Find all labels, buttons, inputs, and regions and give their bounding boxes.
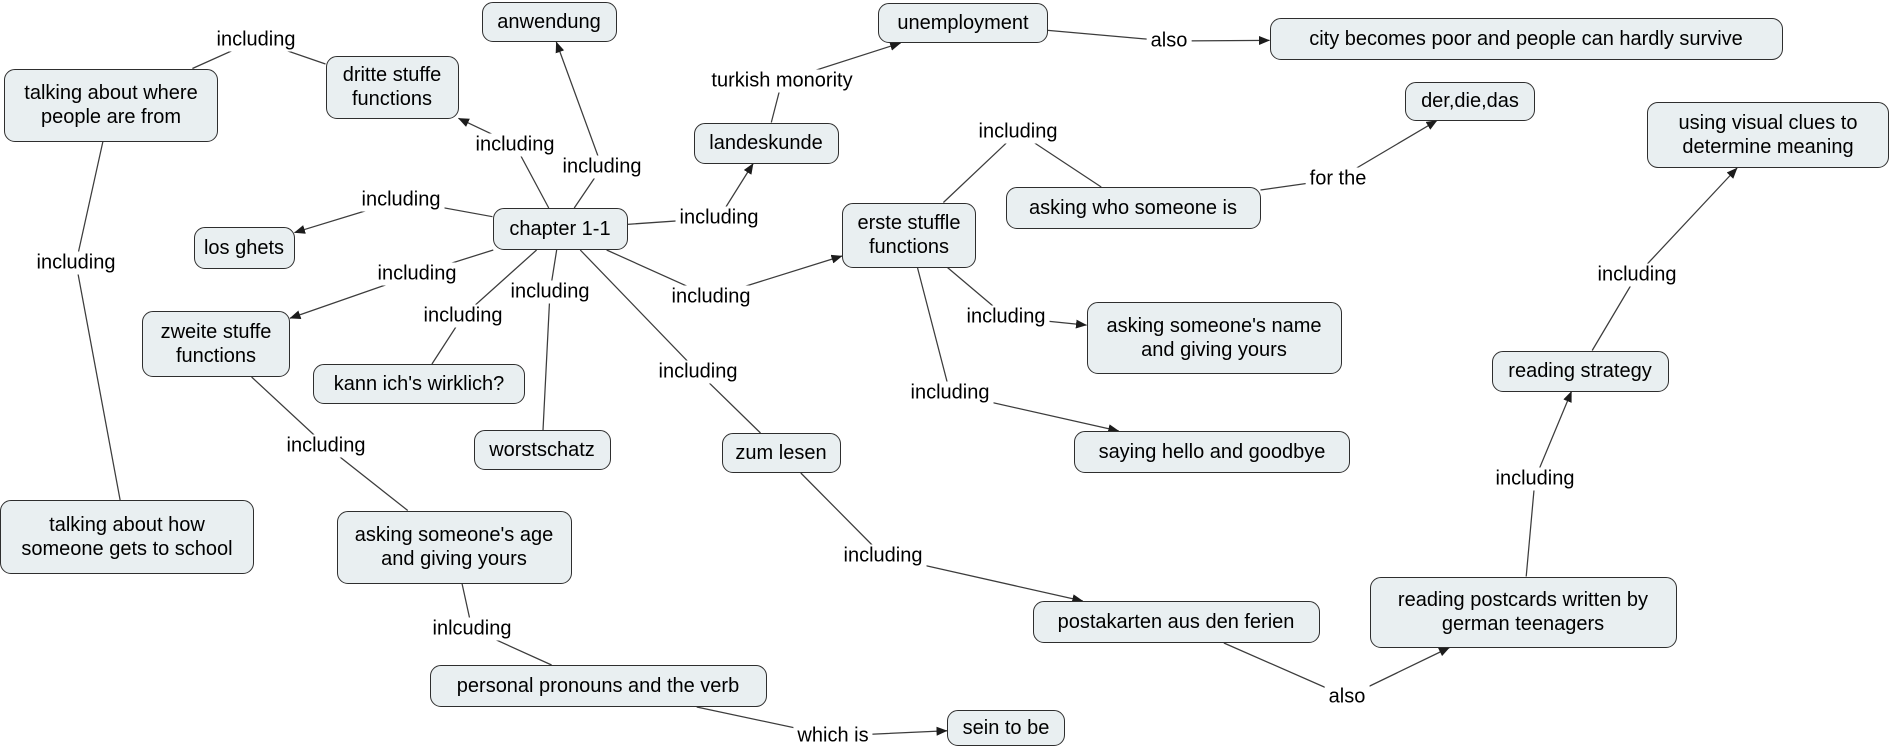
node-zweite[interactable] — [142, 311, 290, 377]
edge-line-chapter-to-worstschatz — [543, 250, 557, 430]
node-label: talking about where people are from — [24, 81, 198, 128]
node-label: worstschatz — [489, 438, 595, 461]
node-label: postakarten aus den ferien — [1057, 610, 1295, 633]
edge-label-asking-age-to-personal-pronouns[interactable]: inlcuding — [429, 618, 516, 641]
node-label: landeskunde — [709, 131, 823, 154]
edge-label-chapter-to-erste[interactable]: including — [668, 286, 755, 309]
node-sein-to-be[interactable] — [947, 710, 1065, 746]
node-los-ghets[interactable] — [194, 227, 295, 269]
node-label: der,die,das — [1421, 89, 1519, 112]
edge-label-unemployment-to-city-poor[interactable]: also — [1147, 30, 1192, 53]
node-label: sein to be — [962, 716, 1050, 739]
edge-line-reading-strategy-to-visual-clues — [1592, 168, 1737, 351]
edge-label-asking-who-to-der-die-das[interactable]: for the — [1306, 168, 1371, 191]
edge-label-erste-to-saying-hello[interactable]: including — [907, 382, 994, 405]
edge-line-chapter-to-anwendung — [556, 42, 602, 208]
node-label: zweite stuffe functions — [160, 320, 272, 367]
node-label: kann ich's wirklich? — [333, 372, 505, 395]
node-label: using visual clues to determine meaning — [1678, 111, 1858, 158]
edge-label-landeskunde-to-unemployment[interactable]: turkish monority — [707, 70, 856, 93]
edge-label-chapter-to-zum-lesen[interactable]: including — [655, 361, 742, 384]
node-label: reading strategy — [1508, 359, 1652, 382]
edge-label-chapter-to-los-ghets[interactable]: including — [358, 189, 445, 212]
edge-label-postakarten-to-reading-postcards[interactable]: also — [1325, 686, 1370, 709]
node-label: erste stuffle functions — [857, 211, 961, 258]
node-unemployment[interactable] — [878, 3, 1048, 43]
node-city-poor[interactable] — [1270, 18, 1783, 60]
node-landeskunde[interactable] — [694, 123, 839, 164]
edge-label-chapter-to-worstschatz[interactable]: including — [507, 281, 594, 304]
node-label: asking someone's age and giving yours — [354, 523, 554, 570]
edge-label-talk-where-to-dritte[interactable]: including — [213, 29, 300, 52]
node-erste[interactable] — [842, 203, 976, 268]
node-label: los ghets — [203, 236, 285, 259]
node-saying-hello[interactable] — [1074, 431, 1350, 473]
node-label: unemployment — [897, 11, 1029, 34]
edge-label-reading-postcards-to-reading-strategy[interactable]: including — [1492, 468, 1579, 491]
node-kann-ich[interactable] — [313, 364, 525, 404]
node-label: anwendung — [497, 10, 601, 33]
node-worstschatz[interactable] — [474, 430, 611, 470]
node-visual-clues[interactable] — [1647, 102, 1889, 168]
edge-label-chapter-to-zweite[interactable]: including — [374, 263, 461, 286]
node-label: personal pronouns and the verb — [456, 674, 740, 697]
edge-label-chapter-to-landeskunde[interactable]: including — [676, 207, 763, 230]
node-asking-name[interactable] — [1087, 302, 1342, 374]
edge-label-chapter-to-kann-ich[interactable]: including — [420, 305, 507, 328]
edge-label-personal-pronouns-to-sein-to-be[interactable]: which is — [793, 725, 872, 748]
edge-line-talk-where-to-talk-how — [76, 142, 120, 501]
edge-label-reading-strategy-to-visual-clues[interactable]: including — [1594, 264, 1681, 287]
node-postakarten[interactable] — [1033, 601, 1320, 643]
node-personal-pronouns[interactable] — [430, 665, 767, 707]
edge-label-chapter-to-anwendung[interactable]: including — [559, 156, 646, 179]
node-label: reading postcards written by german teenagers — [1397, 588, 1649, 635]
node-reading-strategy[interactable] — [1492, 351, 1669, 392]
node-der-die-das[interactable] — [1405, 82, 1535, 121]
node-label: city becomes poor and people can hardly survive — [1309, 27, 1743, 50]
node-reading-postcards[interactable] — [1370, 577, 1677, 648]
edge-line-chapter-to-zum-lesen — [580, 250, 760, 433]
node-asking-age[interactable] — [337, 511, 572, 584]
edge-label-talk-where-to-talk-how[interactable]: including — [33, 252, 120, 275]
node-label: chapter 1-1 — [509, 217, 611, 240]
node-label: asking someone's name and giving yours — [1106, 314, 1322, 361]
node-label: dritte stuffe functions — [342, 63, 442, 110]
node-label: talking about how someone gets to school — [21, 513, 233, 560]
edge-label-zum-lesen-to-postakarten[interactable]: including — [840, 545, 927, 568]
node-label: zum lesen — [735, 441, 827, 464]
edge-line-zum-lesen-to-postakarten — [801, 473, 1083, 601]
edge-label-chapter-to-dritte[interactable]: including — [472, 134, 559, 157]
node-label: asking who someone is — [1029, 196, 1237, 219]
node-dritte[interactable] — [326, 56, 459, 119]
edge-label-erste-to-asking-who[interactable]: including — [975, 121, 1062, 144]
edge-label-zweite-to-asking-age[interactable]: including — [283, 435, 370, 458]
edge-label-erste-to-asking-name[interactable]: including — [963, 306, 1050, 329]
node-talk-where[interactable] — [4, 69, 218, 142]
edge-line-chapter-to-dritte — [459, 118, 549, 208]
node-chapter[interactable] — [493, 208, 628, 250]
node-talk-how[interactable] — [0, 500, 254, 574]
node-asking-who[interactable] — [1006, 187, 1261, 229]
node-label: saying hello and goodbye — [1098, 440, 1326, 463]
node-zum-lesen[interactable] — [722, 433, 841, 473]
node-anwendung[interactable] — [482, 2, 617, 42]
